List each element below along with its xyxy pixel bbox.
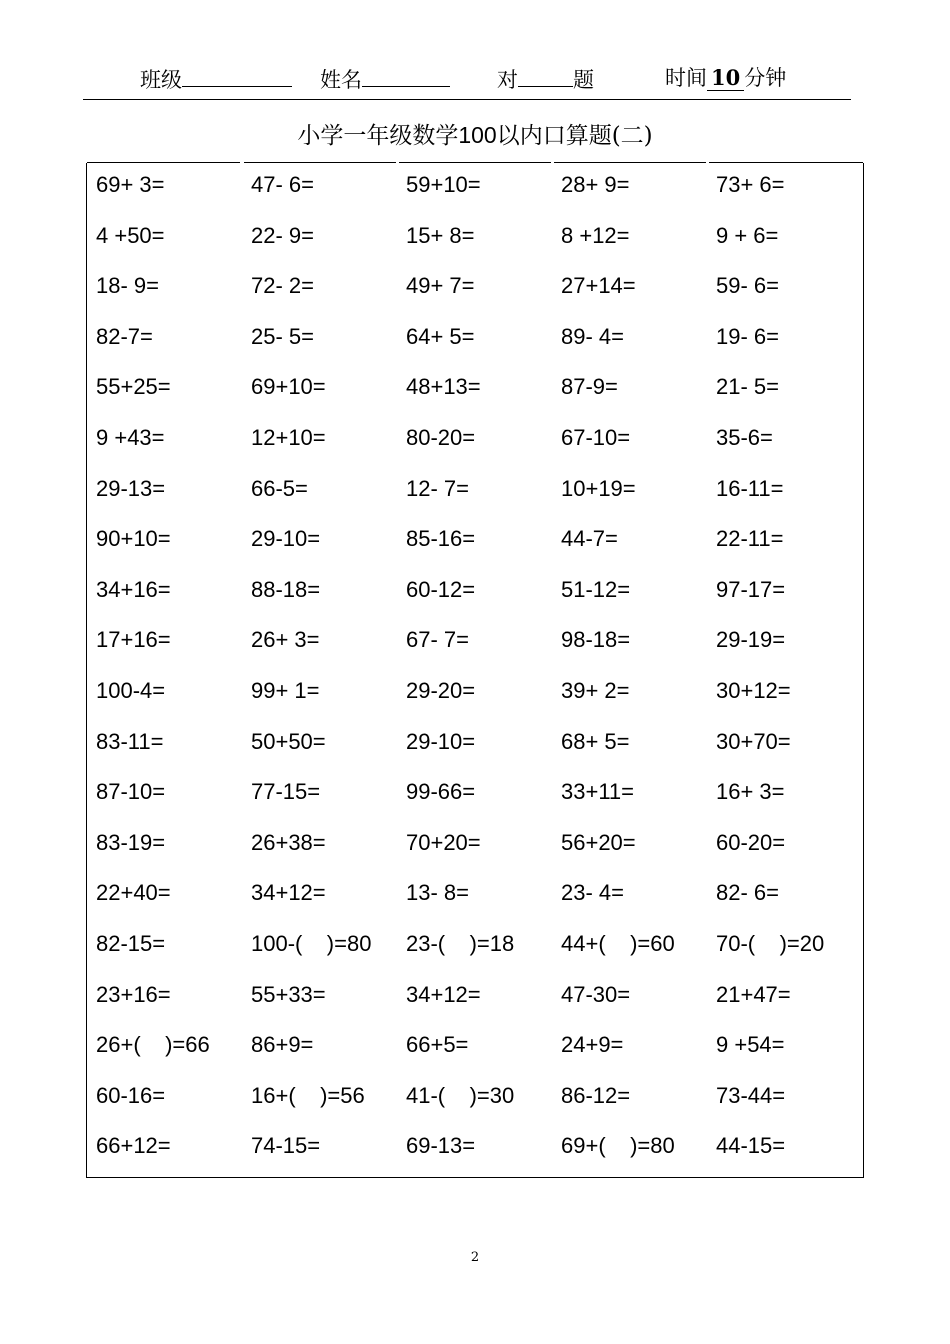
problem-row — [87, 1023, 863, 1074]
class-blank — [182, 62, 292, 87]
problem-cell: 70-( )=20 — [716, 931, 825, 956]
problem-cell: 87-10= — [96, 779, 166, 805]
problem-row — [87, 214, 863, 265]
problem-cell: 8 +12= — [561, 222, 630, 248]
problem-row — [87, 1074, 863, 1125]
problem-row — [87, 163, 863, 214]
problem-cell: 28+ 9= — [561, 172, 630, 197]
problem-cell: 77-15= — [251, 779, 321, 805]
problem-cell: 12- 7= — [406, 475, 469, 501]
problem-cell: 67- 7= — [406, 627, 469, 653]
problem-row — [87, 1124, 863, 1175]
problem-row — [87, 618, 863, 669]
problem-cell: 9 +43= — [96, 425, 165, 450]
problem-cell: 23-( )=18 — [406, 931, 515, 956]
problem-cell: 59- 6= — [716, 273, 779, 299]
problem-cell: 9 + 6= — [716, 222, 779, 248]
problem-cell: 87-9= — [561, 374, 618, 400]
problem-cell: 16+( )=56 — [251, 1082, 365, 1108]
time-label: 时间 — [665, 66, 707, 90]
problem-cell: 33+11= — [561, 779, 635, 805]
problem-cell: 25- 5= — [251, 323, 314, 349]
problem-cell: 12+10= — [251, 425, 326, 450]
problem-row — [87, 568, 863, 619]
problem-cell: 83-19= — [96, 829, 166, 855]
time-unit: 分钟 — [744, 66, 787, 90]
problem-cell: 34+12= — [406, 981, 481, 1007]
problem-cell: 99-66= — [406, 779, 476, 805]
problem-cell: 86+9= — [251, 1032, 314, 1058]
problem-cell: 60-20= — [716, 829, 786, 855]
problem-cell: 41-( )=30 — [406, 1082, 515, 1108]
problem-cell: 59+10= — [406, 172, 481, 197]
problem-row — [87, 973, 863, 1024]
problem-cell: 18- 9= — [96, 273, 159, 299]
problem-row — [87, 315, 863, 366]
problem-cell: 85-16= — [406, 526, 476, 552]
problem-row — [87, 365, 863, 416]
problem-cell: 26+38= — [251, 829, 326, 855]
problem-row — [87, 821, 863, 872]
problem-row — [87, 770, 863, 821]
problem-cell: 21- 5= — [716, 374, 779, 400]
problem-cell: 9 +54= — [716, 1032, 785, 1058]
problem-cell: 15+ 8= — [406, 222, 475, 248]
problem-cell: 82- 6= — [716, 880, 779, 906]
problem-cell: 23- 4= — [561, 880, 624, 906]
page-number: 2 — [470, 1250, 480, 1265]
problem-cell: 44-7= — [561, 526, 618, 552]
problem-cell: 90+10= — [96, 526, 171, 552]
problem-cell: 30+70= — [716, 728, 791, 754]
problem-cell: 29-13= — [96, 475, 166, 501]
name-field — [320, 62, 450, 94]
problem-cell: 30+12= — [716, 678, 791, 703]
problem-cell: 73+ 6= — [716, 172, 785, 197]
problem-cell: 69+ 3= — [96, 172, 165, 197]
problem-cell: 82-15= — [96, 931, 166, 956]
problem-cell: 27+14= — [561, 273, 636, 299]
problem-row — [87, 467, 863, 518]
problem-cell: 48+13= — [406, 374, 481, 400]
title-text-after: 以内口算题(二) — [496, 123, 653, 149]
problem-cell: 73-44= — [716, 1082, 786, 1108]
problem-cell: 26+ 3= — [251, 627, 320, 653]
problem-cell: 22-11= — [716, 526, 784, 552]
problem-row — [87, 416, 863, 467]
problem-cell: 72- 2= — [251, 273, 314, 299]
problem-cell: 44+( )=60 — [561, 931, 675, 956]
problem-cell: 16-11= — [716, 475, 784, 501]
problem-row — [87, 922, 863, 973]
time-value: 10 — [707, 65, 744, 91]
header-rule — [83, 99, 851, 100]
problem-cell: 35-6= — [716, 425, 773, 450]
problem-cell: 4 +50= — [96, 222, 165, 248]
problem-cell: 13- 8= — [406, 880, 469, 906]
time-field — [665, 62, 786, 92]
problem-grid — [86, 163, 864, 1178]
problem-cell: 50+50= — [251, 728, 326, 754]
problem-cell: 66+5= — [406, 1032, 469, 1058]
problem-cell: 100-4= — [96, 678, 166, 703]
problem-cell: 24+9= — [561, 1032, 624, 1058]
problem-cell: 69+10= — [251, 374, 326, 400]
worksheet-title — [0, 117, 950, 150]
problem-cell: 83-11= — [96, 728, 164, 754]
problem-cell: 49+ 7= — [406, 273, 475, 299]
problem-cell: 60-12= — [406, 576, 476, 602]
problem-cell: 60-16= — [96, 1082, 166, 1108]
problem-cell: 69+( )=80 — [561, 1133, 675, 1159]
problem-cell: 34+12= — [251, 880, 326, 906]
problem-cell: 66+12= — [96, 1133, 171, 1159]
problem-cell: 68+ 5= — [561, 728, 630, 754]
problem-cell: 67-10= — [561, 425, 631, 450]
problem-row — [87, 669, 863, 720]
problem-cell: 26+( )=66 — [96, 1032, 210, 1058]
correct-field — [497, 62, 594, 94]
problem-cell: 16+ 3= — [716, 779, 785, 805]
problem-cell: 29-20= — [406, 678, 476, 703]
problem-cell: 66-5= — [251, 475, 308, 501]
problem-cell: 55+33= — [251, 981, 326, 1007]
problem-cell: 44-15= — [716, 1133, 786, 1159]
problem-cell: 47- 6= — [251, 172, 314, 197]
problem-cell: 86-12= — [561, 1082, 631, 1108]
problem-cell: 80-20= — [406, 425, 476, 450]
problem-row — [87, 517, 863, 568]
name-label: 姓名 — [320, 68, 362, 92]
problem-cell: 22- 9= — [251, 222, 314, 248]
problem-cell: 97-17= — [716, 576, 786, 602]
worksheet-header — [140, 62, 820, 96]
problem-cell: 99+ 1= — [251, 678, 320, 703]
problem-cell: 51-12= — [561, 576, 631, 602]
title-number: 100 — [458, 122, 497, 148]
problem-cell: 70+20= — [406, 829, 481, 855]
problem-cell: 29-19= — [716, 627, 786, 653]
problem-row — [87, 264, 863, 315]
class-field — [140, 62, 292, 94]
problem-row — [87, 871, 863, 922]
problem-cell: 64+ 5= — [406, 323, 475, 349]
problem-cell: 89- 4= — [561, 323, 624, 349]
correct-label: 对 — [497, 68, 518, 92]
problem-cell: 74-15= — [251, 1133, 321, 1159]
problem-cell: 29-10= — [251, 526, 321, 552]
correct-suffix: 题 — [573, 68, 594, 92]
problem-cell: 88-18= — [251, 576, 321, 602]
problem-cell: 22+40= — [96, 880, 171, 906]
problem-cell: 98-18= — [561, 627, 631, 653]
problem-cell: 21+47= — [716, 981, 791, 1007]
problem-cell: 55+25= — [96, 374, 171, 400]
problem-cell: 29-10= — [406, 728, 476, 754]
problem-cell: 10+19= — [561, 475, 636, 501]
name-blank — [362, 62, 450, 87]
problem-cell: 23+16= — [96, 981, 171, 1007]
problem-cell: 47-30= — [561, 981, 631, 1007]
problem-cell: 56+20= — [561, 829, 636, 855]
class-label: 班级 — [140, 68, 182, 92]
problem-cell: 69-13= — [406, 1133, 476, 1159]
problem-cell: 39+ 2= — [561, 678, 630, 703]
problem-cell: 34+16= — [96, 576, 171, 602]
title-text: 小学一年级数学 — [297, 123, 459, 149]
problem-cell: 82-7= — [96, 323, 153, 349]
problem-row — [87, 720, 863, 771]
problem-cell: 100-( )=80 — [251, 931, 372, 956]
problem-cell: 17+16= — [96, 627, 171, 653]
correct-blank — [518, 62, 573, 87]
problem-cell: 19- 6= — [716, 323, 779, 349]
